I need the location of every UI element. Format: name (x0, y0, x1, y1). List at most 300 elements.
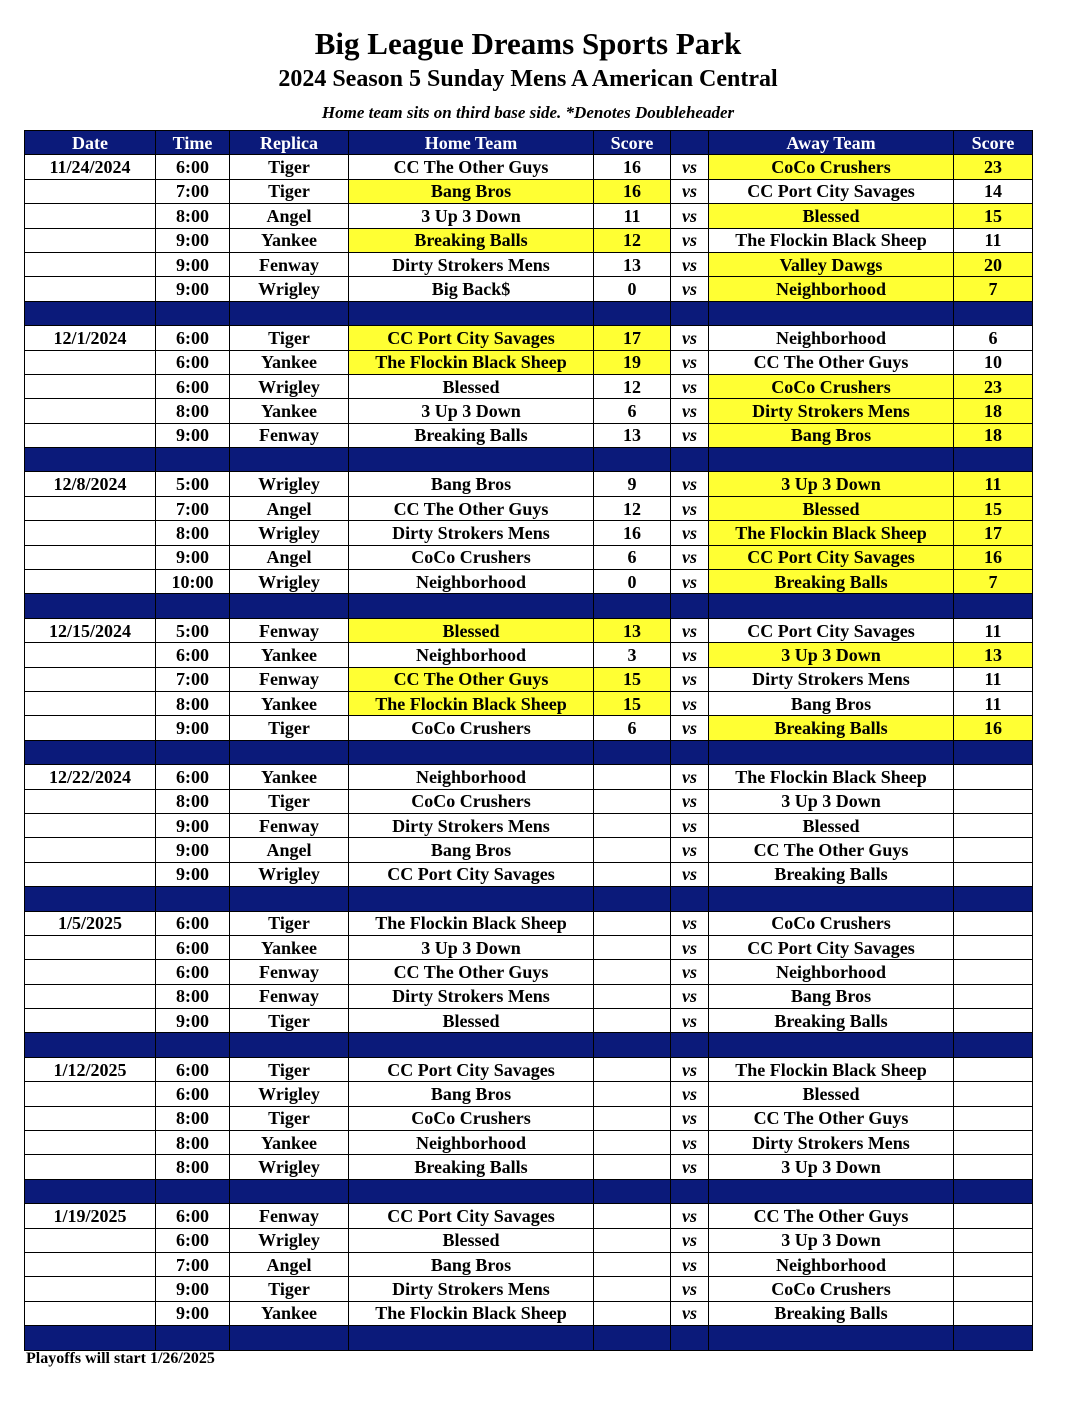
separator-cell (156, 301, 230, 325)
replica-cell: Wrigley (230, 277, 349, 301)
separator-cell (709, 1326, 954, 1350)
away-team-cell: 3 Up 3 Down (709, 1228, 954, 1252)
replica-cell: Tiger (230, 179, 349, 203)
replica-cell: Yankee (230, 765, 349, 789)
week-separator-row (25, 1326, 1033, 1350)
game-row (25, 935, 1033, 959)
replica-cell: Wrigley (230, 374, 349, 398)
page-subtitle: 2024 Season 5 Sunday Mens A American Central (278, 66, 778, 92)
separator-cell (156, 1326, 230, 1350)
separator-cell (230, 1033, 349, 1057)
time-cell: 6:00 (156, 350, 230, 374)
replica-cell: Tiger (230, 911, 349, 935)
home-team-cell: Dirty Strokers Mens (349, 1277, 594, 1301)
away-score-cell (954, 1106, 1033, 1130)
replica-cell: Angel (230, 204, 349, 228)
playoffs-note: Playoffs will start 1/26/2025 (26, 1350, 215, 1367)
vs-cell: vs (671, 1204, 709, 1228)
away-team-cell: CC Port City Savages (709, 618, 954, 642)
home-team-cell: Big Back$ (349, 277, 594, 301)
separator-cell (671, 1326, 709, 1350)
date-cell (25, 1228, 156, 1252)
game-row (25, 667, 1033, 691)
vs-cell: vs (671, 1301, 709, 1325)
home-score-cell (594, 1009, 671, 1033)
separator-cell (25, 301, 156, 325)
game-row (25, 155, 1033, 179)
away-score-cell (954, 862, 1033, 886)
away-score-cell: 11 (954, 691, 1033, 715)
vs-cell: vs (671, 935, 709, 959)
replica-cell: Fenway (230, 618, 349, 642)
vs-cell: vs (671, 423, 709, 447)
away-team-cell: Breaking Balls (709, 716, 954, 740)
separator-cell (156, 1179, 230, 1203)
home-score-cell: 13 (594, 252, 671, 276)
date-cell (25, 643, 156, 667)
date-cell (25, 813, 156, 837)
home-score-cell: 12 (594, 374, 671, 398)
away-team-cell: Breaking Balls (709, 862, 954, 886)
separator-cell (349, 1179, 594, 1203)
replica-cell: Fenway (230, 1204, 349, 1228)
date-cell (25, 667, 156, 691)
replica-cell: Tiger (230, 1057, 349, 1081)
vs-cell: vs (671, 155, 709, 179)
home-team-cell: CoCo Crushers (349, 545, 594, 569)
date-cell: 1/19/2025 (25, 1204, 156, 1228)
away-team-cell: CoCo Crushers (709, 911, 954, 935)
home-team-cell: CC The Other Guys (349, 960, 594, 984)
game-row (25, 813, 1033, 837)
game-row (25, 277, 1033, 301)
time-cell: 8:00 (156, 399, 230, 423)
time-cell: 6:00 (156, 155, 230, 179)
game-row (25, 838, 1033, 862)
date-cell (25, 1106, 156, 1130)
home-score-cell (594, 1082, 671, 1106)
home-score-cell: 13 (594, 618, 671, 642)
separator-cell (349, 301, 594, 325)
away-score-cell (954, 1277, 1033, 1301)
separator-cell (709, 594, 954, 618)
week-separator-row (25, 1033, 1033, 1057)
away-team-cell: Neighborhood (709, 1252, 954, 1276)
vs-cell: vs (671, 179, 709, 203)
away-score-cell (954, 960, 1033, 984)
home-team-cell: CoCo Crushers (349, 789, 594, 813)
away-team-cell: CC The Other Guys (709, 1204, 954, 1228)
away-score-cell: 18 (954, 399, 1033, 423)
game-row (25, 472, 1033, 496)
game-row (25, 496, 1033, 520)
time-cell: 8:00 (156, 1155, 230, 1179)
game-row (25, 911, 1033, 935)
home-score-cell: 13 (594, 423, 671, 447)
replica-cell: Fenway (230, 813, 349, 837)
separator-cell (230, 301, 349, 325)
separator-cell (230, 594, 349, 618)
game-row (25, 570, 1033, 594)
week-separator-row (25, 448, 1033, 472)
vs-cell: vs (671, 789, 709, 813)
home-team-cell: The Flockin Black Sheep (349, 911, 594, 935)
replica-cell: Fenway (230, 960, 349, 984)
date-cell (25, 374, 156, 398)
date-cell (25, 1252, 156, 1276)
away-team-cell: CoCo Crushers (709, 155, 954, 179)
time-cell: 9:00 (156, 813, 230, 837)
separator-cell (349, 1033, 594, 1057)
time-cell: 8:00 (156, 984, 230, 1008)
away-score-cell (954, 1155, 1033, 1179)
replica-cell: Angel (230, 545, 349, 569)
separator-cell (954, 301, 1033, 325)
home-score-cell (594, 960, 671, 984)
date-cell (25, 1082, 156, 1106)
vs-cell: vs (671, 1252, 709, 1276)
home-score-cell (594, 911, 671, 935)
separator-cell (954, 448, 1033, 472)
date-cell: 1/12/2025 (25, 1057, 156, 1081)
time-cell: 6:00 (156, 960, 230, 984)
home-team-cell: Bang Bros (349, 1252, 594, 1276)
separator-cell (349, 448, 594, 472)
home-team-cell: Neighborhood (349, 643, 594, 667)
replica-cell: Fenway (230, 667, 349, 691)
time-cell: 7:00 (156, 1252, 230, 1276)
home-score-cell: 6 (594, 716, 671, 740)
separator-cell (671, 1179, 709, 1203)
home-score-cell (594, 1277, 671, 1301)
away-score-cell (954, 935, 1033, 959)
vs-cell: vs (671, 618, 709, 642)
separator-cell (954, 594, 1033, 618)
away-score-cell: 16 (954, 716, 1033, 740)
game-row (25, 179, 1033, 203)
game-row (25, 618, 1033, 642)
away-score-cell (954, 1131, 1033, 1155)
time-cell: 9:00 (156, 228, 230, 252)
home-team-cell: Bang Bros (349, 1082, 594, 1106)
date-cell (25, 862, 156, 886)
home-team-cell: 3 Up 3 Down (349, 935, 594, 959)
home-score-cell (594, 789, 671, 813)
game-row (25, 204, 1033, 228)
game-row (25, 1277, 1033, 1301)
away-score-cell (954, 1228, 1033, 1252)
vs-cell: vs (671, 1155, 709, 1179)
separator-cell (594, 887, 671, 911)
away-score-cell: 11 (954, 667, 1033, 691)
date-cell (25, 179, 156, 203)
home-team-cell: Breaking Balls (349, 423, 594, 447)
replica-cell: Yankee (230, 643, 349, 667)
game-row (25, 423, 1033, 447)
game-row (25, 1228, 1033, 1252)
home-team-cell: CC The Other Guys (349, 155, 594, 179)
time-cell: 6:00 (156, 1228, 230, 1252)
replica-cell: Tiger (230, 326, 349, 350)
away-score-cell (954, 813, 1033, 837)
replica-cell: Wrigley (230, 1082, 349, 1106)
away-team-cell: CC The Other Guys (709, 350, 954, 374)
column-header-home-team: Home Team (349, 131, 594, 155)
separator-cell (25, 887, 156, 911)
vs-cell: vs (671, 1277, 709, 1301)
home-team-cell: CC Port City Savages (349, 1204, 594, 1228)
separator-cell (954, 1033, 1033, 1057)
away-team-cell: The Flockin Black Sheep (709, 1057, 954, 1081)
vs-cell: vs (671, 911, 709, 935)
separator-cell (671, 1033, 709, 1057)
column-header-date: Date (25, 131, 156, 155)
separator-cell (954, 740, 1033, 764)
time-cell: 7:00 (156, 179, 230, 203)
home-score-cell: 15 (594, 691, 671, 715)
separator-cell (25, 594, 156, 618)
home-score-cell (594, 1301, 671, 1325)
separator-cell (156, 740, 230, 764)
date-cell: 12/15/2024 (25, 618, 156, 642)
away-score-cell: 11 (954, 618, 1033, 642)
date-cell (25, 984, 156, 1008)
game-row (25, 252, 1033, 276)
date-cell (25, 277, 156, 301)
away-score-cell (954, 765, 1033, 789)
away-score-cell: 7 (954, 277, 1033, 301)
separator-cell (709, 448, 954, 472)
time-cell: 8:00 (156, 1106, 230, 1130)
separator-cell (25, 740, 156, 764)
vs-cell: vs (671, 1082, 709, 1106)
date-cell (25, 935, 156, 959)
week-separator-row (25, 594, 1033, 618)
vs-cell: vs (671, 350, 709, 374)
away-score-cell (954, 984, 1033, 1008)
separator-cell (230, 740, 349, 764)
replica-cell: Angel (230, 496, 349, 520)
away-team-cell: Dirty Strokers Mens (709, 399, 954, 423)
away-score-cell (954, 1252, 1033, 1276)
schedule-note: Home team sits on third base side. *Denotes Doubleheader (321, 103, 735, 122)
away-score-cell (954, 1009, 1033, 1033)
date-cell (25, 1131, 156, 1155)
vs-cell: vs (671, 813, 709, 837)
game-row (25, 789, 1033, 813)
away-team-cell: 3 Up 3 Down (709, 643, 954, 667)
home-score-cell (594, 862, 671, 886)
vs-cell: vs (671, 228, 709, 252)
time-cell: 6:00 (156, 911, 230, 935)
home-team-cell: Dirty Strokers Mens (349, 521, 594, 545)
home-team-cell: Neighborhood (349, 1131, 594, 1155)
home-team-cell: CoCo Crushers (349, 716, 594, 740)
time-cell: 9:00 (156, 862, 230, 886)
away-score-cell (954, 1204, 1033, 1228)
week-separator-row (25, 887, 1033, 911)
date-cell (25, 350, 156, 374)
away-team-cell: The Flockin Black Sheep (709, 521, 954, 545)
date-cell: 12/1/2024 (25, 326, 156, 350)
home-score-cell (594, 984, 671, 1008)
away-team-cell: The Flockin Black Sheep (709, 765, 954, 789)
vs-cell: vs (671, 399, 709, 423)
game-row (25, 1057, 1033, 1081)
separator-cell (954, 887, 1033, 911)
separator-cell (671, 448, 709, 472)
vs-cell: vs (671, 1057, 709, 1081)
home-score-cell: 16 (594, 179, 671, 203)
separator-cell (954, 1179, 1033, 1203)
separator-cell (709, 887, 954, 911)
home-team-cell: 3 Up 3 Down (349, 204, 594, 228)
separator-cell (594, 740, 671, 764)
separator-cell (594, 448, 671, 472)
separator-cell (156, 1033, 230, 1057)
replica-cell: Yankee (230, 1131, 349, 1155)
date-cell (25, 399, 156, 423)
time-cell: 6:00 (156, 374, 230, 398)
away-score-cell: 18 (954, 423, 1033, 447)
replica-cell: Tiger (230, 716, 349, 740)
vs-cell: vs (671, 252, 709, 276)
home-score-cell (594, 765, 671, 789)
home-score-cell: 9 (594, 472, 671, 496)
home-team-cell: The Flockin Black Sheep (349, 350, 594, 374)
column-header-home-score: Score (594, 131, 671, 155)
away-score-cell: 15 (954, 496, 1033, 520)
separator-cell (671, 740, 709, 764)
vs-cell: vs (671, 984, 709, 1008)
replica-cell: Fenway (230, 252, 349, 276)
date-cell (25, 521, 156, 545)
home-score-cell: 6 (594, 399, 671, 423)
date-cell: 12/22/2024 (25, 765, 156, 789)
home-team-cell: The Flockin Black Sheep (349, 691, 594, 715)
vs-cell: vs (671, 691, 709, 715)
date-cell: 1/5/2025 (25, 911, 156, 935)
separator-cell (594, 301, 671, 325)
time-cell: 9:00 (156, 716, 230, 740)
separator-cell (230, 448, 349, 472)
vs-cell: vs (671, 374, 709, 398)
away-team-cell: Blessed (709, 813, 954, 837)
away-score-cell (954, 789, 1033, 813)
separator-cell (349, 1326, 594, 1350)
home-score-cell (594, 1057, 671, 1081)
replica-cell: Tiger (230, 789, 349, 813)
away-score-cell: 6 (954, 326, 1033, 350)
game-row (25, 691, 1033, 715)
home-team-cell: Dirty Strokers Mens (349, 984, 594, 1008)
header-row (25, 131, 1033, 155)
separator-cell (709, 740, 954, 764)
date-cell (25, 204, 156, 228)
page-title: Big League Dreams Sports Park (314, 26, 742, 61)
replica-cell: Yankee (230, 935, 349, 959)
game-row (25, 1301, 1033, 1325)
home-team-cell: Blessed (349, 1009, 594, 1033)
home-score-cell (594, 1106, 671, 1130)
time-cell: 6:00 (156, 1204, 230, 1228)
separator-cell (594, 594, 671, 618)
game-row (25, 1252, 1033, 1276)
column-header-time: Time (156, 131, 230, 155)
replica-cell: Tiger (230, 155, 349, 179)
home-team-cell: CoCo Crushers (349, 1106, 594, 1130)
home-team-cell: CC The Other Guys (349, 667, 594, 691)
home-team-cell: Neighborhood (349, 765, 594, 789)
date-cell (25, 423, 156, 447)
game-row (25, 960, 1033, 984)
vs-cell: vs (671, 1131, 709, 1155)
schedule-table (24, 130, 1033, 1351)
replica-cell: Angel (230, 1252, 349, 1276)
separator-cell (25, 1033, 156, 1057)
away-team-cell: The Flockin Black Sheep (709, 228, 954, 252)
away-team-cell: Dirty Strokers Mens (709, 667, 954, 691)
home-team-cell: Dirty Strokers Mens (349, 252, 594, 276)
home-team-cell: The Flockin Black Sheep (349, 1301, 594, 1325)
time-cell: 7:00 (156, 667, 230, 691)
home-score-cell: 12 (594, 496, 671, 520)
vs-cell: vs (671, 570, 709, 594)
vs-cell: vs (671, 326, 709, 350)
home-score-cell (594, 1228, 671, 1252)
away-team-cell: CC The Other Guys (709, 1106, 954, 1130)
away-team-cell: Bang Bros (709, 984, 954, 1008)
away-score-cell: 13 (954, 643, 1033, 667)
home-score-cell (594, 1252, 671, 1276)
time-cell: 6:00 (156, 935, 230, 959)
time-cell: 5:00 (156, 618, 230, 642)
game-row (25, 1155, 1033, 1179)
game-row (25, 984, 1033, 1008)
home-team-cell: Blessed (349, 1228, 594, 1252)
away-score-cell: 16 (954, 545, 1033, 569)
date-cell (25, 570, 156, 594)
separator-cell (230, 1326, 349, 1350)
column-header-away-team: Away Team (709, 131, 954, 155)
home-score-cell (594, 935, 671, 959)
home-score-cell: 3 (594, 643, 671, 667)
home-score-cell: 16 (594, 155, 671, 179)
away-team-cell: Bang Bros (709, 423, 954, 447)
away-score-cell (954, 838, 1033, 862)
time-cell: 9:00 (156, 838, 230, 862)
vs-cell: vs (671, 716, 709, 740)
separator-cell (349, 740, 594, 764)
vs-cell: vs (671, 862, 709, 886)
vs-cell: vs (671, 838, 709, 862)
away-team-cell: Neighborhood (709, 326, 954, 350)
game-row (25, 350, 1033, 374)
time-cell: 9:00 (156, 1301, 230, 1325)
home-score-cell (594, 1155, 671, 1179)
vs-cell: vs (671, 545, 709, 569)
home-team-cell: 3 Up 3 Down (349, 399, 594, 423)
column-header-replica: Replica (230, 131, 349, 155)
home-team-cell: CC Port City Savages (349, 1057, 594, 1081)
away-score-cell: 11 (954, 228, 1033, 252)
game-row (25, 228, 1033, 252)
vs-cell: vs (671, 1228, 709, 1252)
vs-cell: vs (671, 960, 709, 984)
date-cell (25, 252, 156, 276)
away-score-cell: 10 (954, 350, 1033, 374)
home-team-cell: Dirty Strokers Mens (349, 813, 594, 837)
